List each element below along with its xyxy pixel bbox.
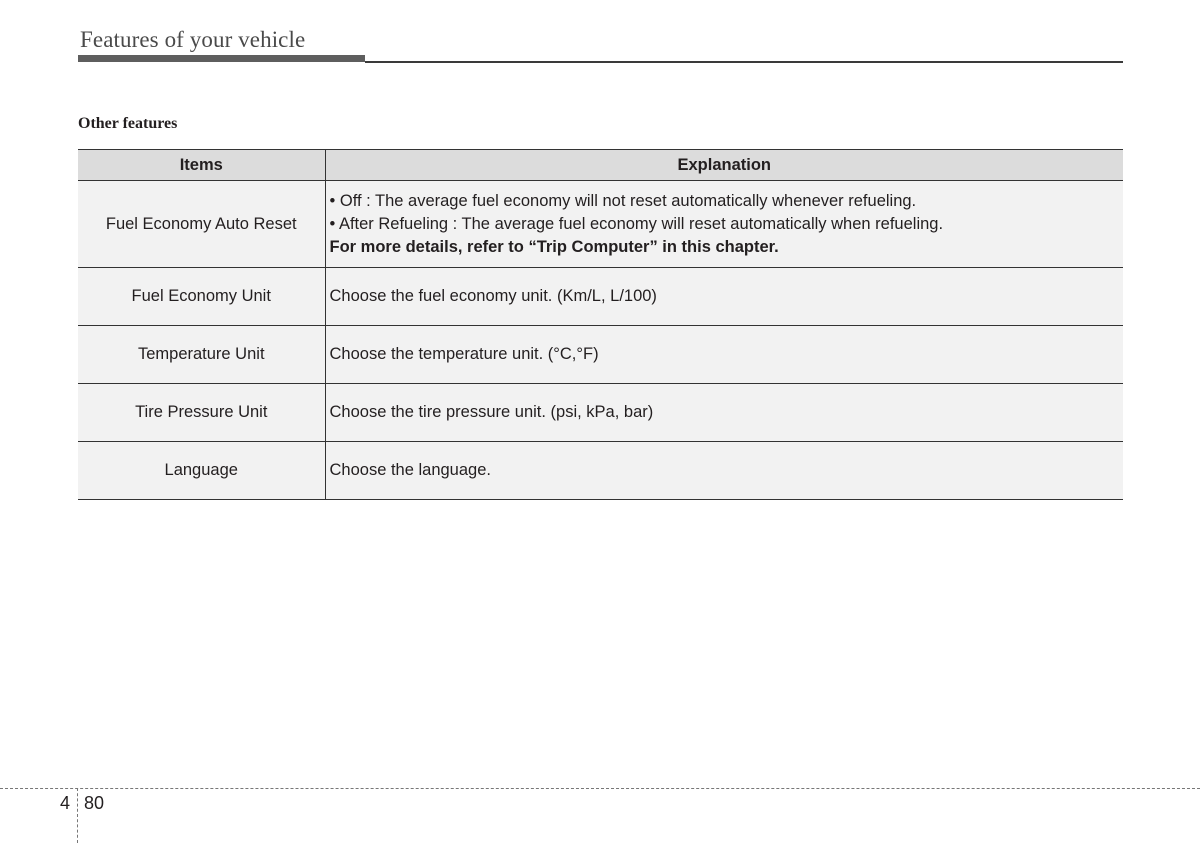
item-cell: Language	[78, 442, 325, 500]
table-row	[78, 384, 1123, 442]
table-row	[78, 326, 1123, 384]
table-row	[78, 268, 1123, 326]
explanation-cell: Choose the fuel economy unit. (Km/L, L/100)	[325, 268, 1123, 326]
footer-dashed-rule	[0, 788, 1200, 789]
footer-dashed-divider	[77, 788, 78, 843]
header-rule-thick	[78, 55, 365, 62]
table-row	[78, 442, 1123, 500]
explanation-cell: Choose the language.	[325, 442, 1123, 500]
page-header-title: Features of your vehicle	[80, 27, 306, 52]
table-header-row	[78, 150, 1123, 181]
explanation-cell: Choose the temperature unit. (°C,°F)	[325, 326, 1123, 384]
features-table	[78, 149, 1123, 500]
item-cell: Fuel Economy Unit	[78, 268, 325, 326]
item-cell: Tire Pressure Unit	[78, 384, 325, 442]
explanation-cell: Choose the tire pressure unit. (psi, kPa, bar)	[325, 384, 1123, 442]
chapter-number: 4	[60, 793, 71, 813]
column-header-explanation: Explanation	[325, 150, 1123, 181]
column-header-items: Items	[78, 150, 325, 181]
explanation-cell	[325, 181, 1123, 268]
table-row	[78, 181, 1123, 268]
page-number: 80	[84, 793, 105, 813]
item-cell: Temperature Unit	[78, 326, 325, 384]
explanation-line: • After Refueling : The average fuel economy will reset automatically when refueling.	[329, 214, 944, 233]
header-rule-thin	[365, 61, 1123, 63]
explanation-note: For more details, refer to “Trip Computer” in this chapter.	[329, 237, 779, 256]
explanation-line: • Off : The average fuel economy will not reset automatically whenever refueling.	[329, 191, 917, 210]
item-cell: Fuel Economy Auto Reset	[78, 181, 325, 268]
section-heading: Other features	[78, 115, 178, 132]
